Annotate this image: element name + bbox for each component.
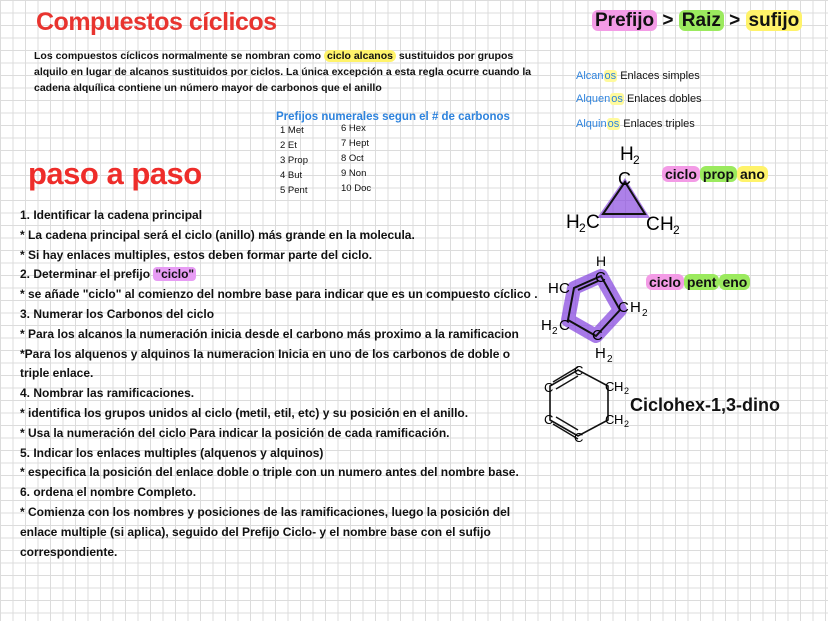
prefix-item: 9 Non — [341, 168, 367, 179]
atom-label: 2 — [607, 354, 613, 365]
atom-label: C — [618, 169, 631, 189]
atom-label: 2 — [633, 153, 640, 167]
atom-label: C — [646, 214, 660, 235]
step-line: correspondiente. — [20, 544, 118, 559]
atom-label: H — [566, 212, 580, 233]
atom-label: 2 — [642, 308, 648, 319]
step-line: * Comienza con los nombres y posiciones de las ramificaciones, luego la posición del — [20, 504, 511, 519]
intro-paragraph — [34, 48, 534, 96]
bond-type-root: Alquen — [576, 93, 611, 105]
atom-label: 2 — [624, 419, 630, 429]
prefix-item: 1 Met — [280, 125, 304, 136]
molecule-prefix: ciclo — [646, 274, 684, 290]
intro-text: Los compuestos cíclicos normalmente se nombran como — [34, 50, 322, 62]
atom-label: H — [614, 412, 624, 427]
atom-label: H — [630, 299, 641, 316]
molecule-suffix: eno — [719, 274, 750, 290]
atom-label: C — [595, 269, 606, 286]
bond-type-desc: Enlaces dobles — [626, 93, 702, 105]
formula-sufijo: sufijo — [746, 10, 803, 31]
bond-type-alquenos — [576, 93, 702, 105]
atom-label: H — [541, 317, 552, 334]
molecule-name-ciclopenteno — [646, 274, 750, 290]
bond-type-suffix: os — [611, 93, 623, 105]
step-line: 4. Nombrar las ramificaciones. — [20, 386, 195, 401]
atom-label: C — [592, 327, 603, 344]
atom-label: 2 — [624, 386, 630, 396]
molecule-name-ciclohexadiino: Ciclohex-1,3-dino — [630, 395, 781, 415]
bond-type-alquinos — [576, 118, 695, 130]
step-line: 1. Identificar la cadena principal — [20, 208, 203, 222]
molecule-root: prop — [700, 166, 737, 182]
step-line — [20, 265, 540, 285]
cyclopropane-structure — [560, 140, 690, 245]
atom-label: C — [574, 363, 584, 378]
step-line: 6. ordena el nombre Completo. — [20, 485, 197, 500]
step-line: *Para los alquenos y alquinos la numeracion Inicia en uno de los carbonos de doble o — [20, 346, 511, 361]
bond-type-suffix: os — [607, 118, 620, 130]
cyclohexadiyne-structure — [536, 362, 636, 447]
prefixes-title: Prefijos numerales segun el # de carbonos — [276, 111, 510, 123]
molecule-prefix: ciclo — [662, 166, 700, 182]
atom-label: C — [618, 299, 629, 316]
atom-label: C — [586, 212, 600, 233]
formula-separator: > — [662, 10, 674, 31]
bond-type-suffix: os — [604, 70, 617, 82]
prefix-item: 6 Hex — [341, 123, 366, 134]
prefixes-left-column — [280, 123, 308, 198]
molecule-root: pent — [684, 274, 720, 290]
step-line: * Si hay enlaces multiples, estos deben formar parte del ciclo. — [20, 247, 373, 262]
atom-label: C — [605, 379, 615, 394]
atom-label: C — [544, 412, 554, 427]
formula-raiz: Raiz — [679, 10, 724, 31]
atom-label: H — [596, 253, 607, 269]
atom-label: C — [544, 380, 554, 395]
prefix-item: 2 Et — [280, 140, 297, 151]
atom-label: H — [548, 280, 559, 297]
bond-type-root: Alquin — [576, 118, 607, 130]
page-title: Compuestos cíclicos — [36, 8, 277, 36]
step-line: * especifica la posición del enlace doble o triple con un numero antes del nombre base. — [20, 465, 519, 480]
molecule-name-ciclopropano — [662, 166, 768, 182]
molecule-suffix: ano — [737, 166, 768, 182]
formula-separator: > — [729, 10, 741, 31]
step-text: 2. Determinar el prefijo — [20, 267, 154, 282]
step-line: * identifica los grupos unidos al ciclo (metil, etil, etc) y su posición en el anillo. — [20, 405, 469, 420]
prefixes-right-column — [341, 121, 371, 196]
atom-label: C — [574, 430, 584, 445]
atom-label: C — [559, 280, 570, 297]
prefix-item: 4 But — [280, 170, 303, 181]
naming-formula — [592, 10, 802, 32]
step-line: * Para los alcanos la numeración inicia desde el carbono más proximo a la ramificacion — [20, 326, 519, 341]
step-line: 5. Indicar los enlaces multiples (alquenos y alquinos) — [20, 445, 324, 460]
step-line: 3. Numerar los Carbonos del ciclo — [20, 306, 215, 321]
atom-label: 2 — [579, 221, 586, 235]
prefix-item: 3 Prop — [280, 155, 308, 166]
cyclopentene-structure — [538, 248, 653, 366]
intro-highlight: ciclo alcanos — [324, 50, 396, 62]
prefix-item: 8 Oct — [341, 153, 364, 164]
prefix-item: 7 Hept — [341, 138, 369, 149]
steps-list — [20, 206, 540, 562]
atom-label: C — [605, 412, 615, 427]
atom-label: H — [660, 214, 674, 235]
prefix-item: 5 Pent — [280, 185, 308, 196]
atom-label: 2 — [552, 326, 558, 337]
section-heading: paso a paso — [28, 156, 202, 191]
step-line: enlace multiple (si aplica), seguido del Prefijo Ciclo- y el nombre base con el sufijo — [20, 524, 491, 539]
step-line: * Usa la numeración del ciclo Para indicar la posición de cada ramificación. — [20, 425, 450, 440]
bond-type-desc: Enlaces simples — [620, 70, 700, 82]
atom-label: H — [595, 345, 606, 362]
bond-type-alcanos — [576, 70, 700, 82]
atom-label: 2 — [673, 223, 680, 237]
prefix-item: 10 Doc — [341, 183, 372, 194]
step-line: triple enlace. — [20, 366, 94, 381]
step-line: * se añade "ciclo" al comienzo del nombre base para indicar que es un compuesto cíclico . — [20, 287, 538, 302]
atom-label: H — [614, 379, 624, 394]
formula-prefijo: Prefijo — [592, 10, 657, 31]
bond-type-root: Alcan — [576, 70, 604, 82]
step-highlight: "ciclo" — [155, 267, 195, 282]
atom-label: H — [620, 144, 634, 165]
bond-type-desc: Enlaces triples — [623, 118, 695, 130]
atom-label: C — [559, 317, 570, 334]
intro-text: sustituidos por grupos alquilo en lugar de alcanos sustituidos por ciclos. La única excepción a esta regla ocurre cuando la cadena alquílica contiene un número mayor de carbonos que el anillo — [34, 50, 532, 94]
step-line: * La cadena principal será el ciclo (anillo) más grande en la molecula. — [20, 227, 415, 242]
